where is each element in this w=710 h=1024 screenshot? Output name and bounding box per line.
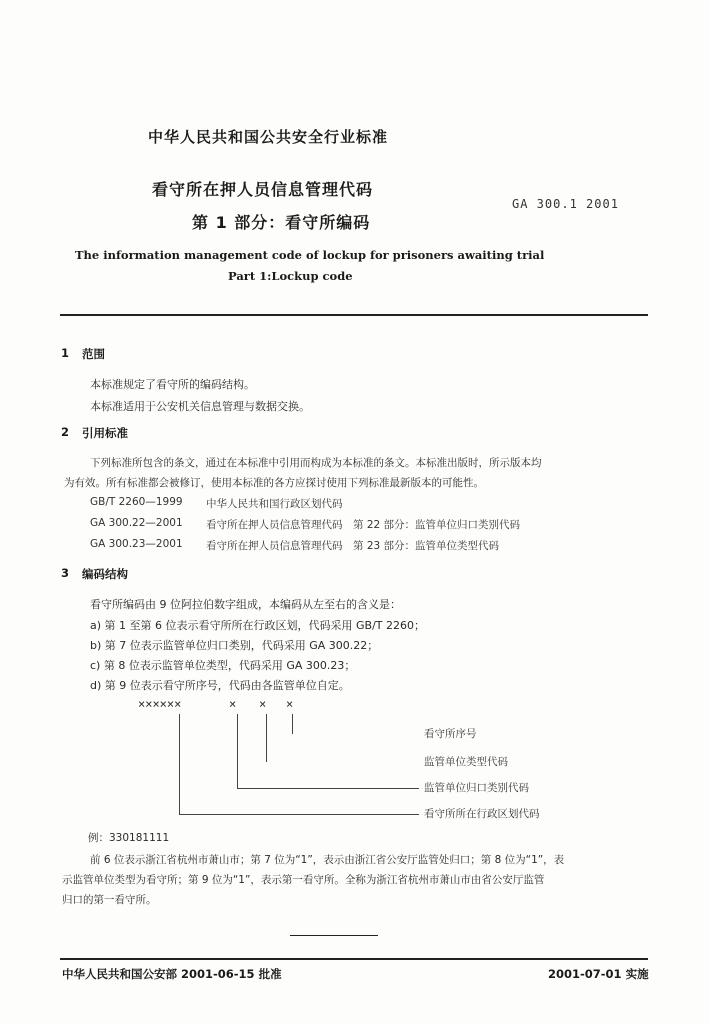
section1-number: 1 bbox=[61, 346, 70, 360]
example-line3: 归口的第一看守所。 bbox=[62, 894, 157, 906]
section2-para-line1: 下列标准所包含的条文，通过在本标准中引用而构成为本标准的条文。本标准出版时，所示版本均 bbox=[90, 457, 542, 469]
label-type: 监管单位类型代码 bbox=[424, 756, 508, 768]
leader-category-h bbox=[237, 788, 419, 789]
example-line2: 示监管单位类型为看守所；第 9 位为“1”，表示第一看守所。全称为浙江省杭州市萧山市由省公安厅监管 bbox=[62, 874, 545, 886]
ref-code: GA 300.23—2001 bbox=[90, 538, 183, 550]
section2-title: 引用标准 bbox=[82, 426, 128, 440]
section3-item: b) 第 7 位表示监管单位归口类别，代码采用 GA 300.22； bbox=[90, 639, 379, 652]
example-label: 例：330181111 bbox=[88, 832, 170, 844]
section2-para-line2: 为有效。所有标准都会被修订，使用本标准的各方应探讨使用下列标准最新版本的可能性。 bbox=[64, 477, 484, 489]
standard-code: GA 300.1 2001 bbox=[512, 197, 619, 211]
section1-title: 范围 bbox=[82, 347, 105, 361]
label-region: 看守所所在行政区划代码 bbox=[424, 808, 540, 820]
ref-code: GA 300.22—2001 bbox=[90, 517, 183, 529]
section1-line1: 本标准规定了看守所的编码结构。 bbox=[90, 378, 255, 391]
leader-type bbox=[266, 714, 267, 762]
section3-intro: 看守所编码由 9 位阿拉伯数字组成，本编码从左至右的含义是： bbox=[90, 598, 401, 611]
header-rule bbox=[60, 314, 648, 316]
leader-region bbox=[179, 714, 180, 814]
document-title-line1: 看守所在押人员信息管理代码 bbox=[152, 180, 374, 199]
ref-code: GB/T 2260—1999 bbox=[90, 496, 183, 508]
ref-title: 看守所在押人员信息管理代码 第 23 部分：监管单位类型代码 bbox=[206, 540, 500, 552]
english-title-line1: The information management code of lockup for prisoners awaiting trial bbox=[75, 248, 545, 262]
section2-number: 2 bbox=[61, 425, 70, 439]
approval-date: 中华人民共和国公安部 2001-06-15 批准 bbox=[62, 967, 282, 981]
leader-region-h bbox=[179, 814, 419, 815]
leader-category bbox=[237, 714, 238, 788]
example-line1: 前 6 位表示浙江省杭州市萧山市；第 7 位为“1”，表示由浙江省公安厅监管处归口；第 8 位为“1”，表 bbox=[90, 854, 565, 866]
footer-rule bbox=[60, 958, 648, 960]
ref-title: 中华人民共和国行政区划代码 bbox=[206, 498, 343, 510]
label-sequence: 看守所序号 bbox=[424, 728, 477, 740]
effective-date: 2001-07-01 实施 bbox=[548, 967, 649, 981]
code-group-category: × bbox=[229, 697, 238, 711]
end-rule bbox=[290, 935, 378, 936]
ref-title: 看守所在押人员信息管理代码 第 22 部分：监管单位归口类别代码 bbox=[206, 519, 521, 531]
section3-number: 3 bbox=[61, 566, 70, 580]
code-group-sequence: × bbox=[286, 697, 295, 711]
section3-item: a) 第 1 至第 6 位表示看守所所在行政区划，代码采用 GB/T 2260； bbox=[90, 619, 425, 632]
leader-sequence bbox=[292, 714, 293, 734]
code-group-type: × bbox=[259, 697, 268, 711]
industry-standard-title: 中华人民共和国公共安全行业标准 bbox=[148, 128, 389, 146]
section3-title: 编码结构 bbox=[82, 567, 128, 581]
document-title-line2: 第 1 部分：看守所编码 bbox=[192, 213, 371, 232]
label-category: 监管单位归口类别代码 bbox=[424, 782, 529, 794]
section3-item: c) 第 8 位表示监管单位类型，代码采用 GA 300.23； bbox=[90, 659, 356, 672]
section3-item: d) 第 9 位表示看守所序号，代码由各监管单位自定。 bbox=[90, 679, 350, 692]
english-title-line2: Part 1:Lockup code bbox=[228, 269, 353, 283]
code-group-region: ×××××× bbox=[138, 697, 182, 711]
section1-line2: 本标准适用于公安机关信息管理与数据交换。 bbox=[90, 400, 310, 413]
